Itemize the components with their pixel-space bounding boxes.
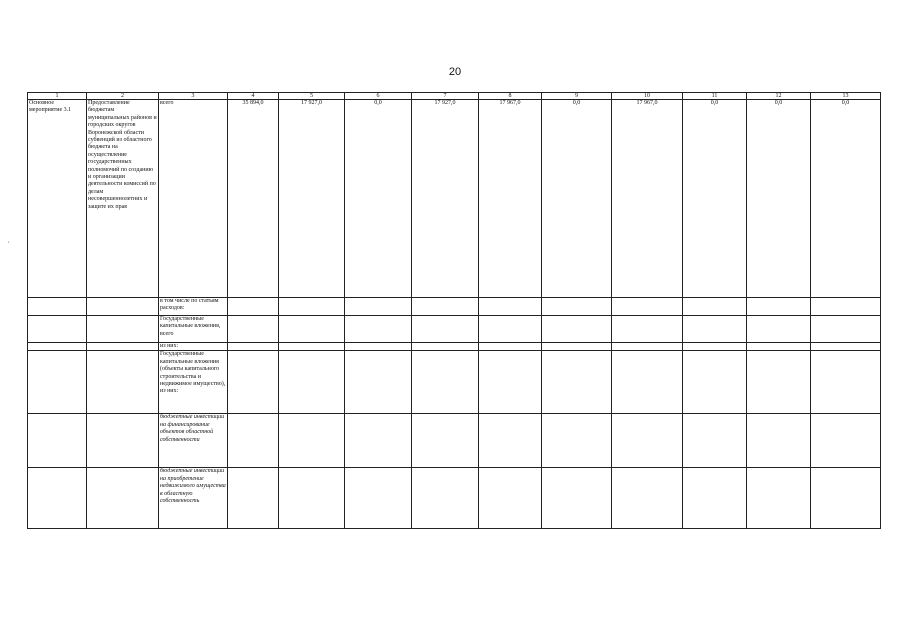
empty-cell <box>542 343 612 351</box>
empty-cell <box>542 351 612 414</box>
column-header: 7 <box>412 93 479 100</box>
empty-cell <box>683 316 747 343</box>
empty-cell <box>87 298 159 316</box>
table-row <box>28 100 881 298</box>
empty-cell <box>28 343 87 351</box>
empty-cell <box>811 468 881 529</box>
table-row <box>28 414 881 468</box>
table-row <box>28 351 881 414</box>
empty-cell <box>28 351 87 414</box>
empty-cell <box>479 468 542 529</box>
value-cell: 17 967,0 <box>479 100 542 298</box>
empty-cell <box>542 468 612 529</box>
value-cell: 0,0 <box>683 100 747 298</box>
column-header: 9 <box>542 93 612 100</box>
empty-cell <box>542 316 612 343</box>
empty-cell <box>811 343 881 351</box>
empty-cell <box>228 316 279 343</box>
empty-cell <box>683 343 747 351</box>
empty-cell <box>28 468 87 529</box>
column-header: 4 <box>228 93 279 100</box>
expense-type-cell: Государственные капитальные вложения, всего <box>159 316 228 343</box>
expense-type-cell: бюджетные инвестиции на финансирование объектов областной собственности <box>159 414 228 468</box>
value-cell: 0,0 <box>747 100 811 298</box>
empty-cell <box>412 316 479 343</box>
table-row <box>28 316 881 343</box>
empty-cell <box>811 298 881 316</box>
empty-cell <box>345 414 412 468</box>
empty-cell <box>612 414 683 468</box>
column-header: 12 <box>747 93 811 100</box>
empty-cell <box>479 414 542 468</box>
empty-cell <box>612 316 683 343</box>
column-header: 11 <box>683 93 747 100</box>
empty-cell <box>479 316 542 343</box>
empty-cell <box>87 351 159 414</box>
expense-type-cell: бюджетные инвестиции на приобретение недвижимого имущества в областную собственность <box>159 468 228 529</box>
column-header: 8 <box>479 93 542 100</box>
value-cell: 0,0 <box>811 100 881 298</box>
expense-type-cell: из них: <box>159 343 228 351</box>
empty-cell <box>612 351 683 414</box>
empty-cell <box>279 351 345 414</box>
empty-cell <box>279 414 345 468</box>
value-cell: 0,0 <box>542 100 612 298</box>
empty-cell <box>345 298 412 316</box>
empty-cell <box>87 343 159 351</box>
empty-cell <box>228 468 279 529</box>
column-header: 2 <box>87 93 159 100</box>
empty-cell <box>542 298 612 316</box>
empty-cell <box>345 468 412 529</box>
expense-type-cell: Государственные капитальные вложения (объекты капитального строительства и недвижимое имущество), из них: <box>159 351 228 414</box>
empty-cell <box>87 316 159 343</box>
page-number: 20 <box>448 66 462 78</box>
empty-cell <box>412 468 479 529</box>
empty-cell <box>345 343 412 351</box>
activity-code-cell: Основное мероприятие 3.1 <box>28 100 87 298</box>
empty-cell <box>279 316 345 343</box>
empty-cell <box>683 468 747 529</box>
column-header: 5 <box>279 93 345 100</box>
empty-cell <box>28 316 87 343</box>
column-header: 13 <box>811 93 881 100</box>
empty-cell <box>747 468 811 529</box>
column-header: 3 <box>159 93 228 100</box>
empty-cell <box>747 414 811 468</box>
empty-cell <box>412 343 479 351</box>
stray-mark: , <box>8 238 10 244</box>
empty-cell <box>279 468 345 529</box>
empty-cell <box>412 414 479 468</box>
empty-cell <box>87 468 159 529</box>
empty-cell <box>28 298 87 316</box>
empty-cell <box>279 343 345 351</box>
empty-cell <box>747 298 811 316</box>
empty-cell <box>228 298 279 316</box>
empty-cell <box>747 351 811 414</box>
empty-cell <box>612 298 683 316</box>
empty-cell <box>228 414 279 468</box>
expense-type-cell: всего <box>159 100 228 298</box>
empty-cell <box>479 298 542 316</box>
column-header: 10 <box>612 93 683 100</box>
empty-cell <box>811 351 881 414</box>
empty-cell <box>683 351 747 414</box>
empty-cell <box>412 298 479 316</box>
empty-cell <box>811 414 881 468</box>
empty-cell <box>479 343 542 351</box>
empty-cell <box>612 468 683 529</box>
activity-description-cell: Предоставление бюджетам муниципальных районов и городских округов Воронежской области субвенций из областного бюджета на осуществление государственных полномочий по созданию и организации деятельности комиссий по делам несовершеннолетних и защите их прав <box>87 100 159 298</box>
empty-cell <box>87 414 159 468</box>
empty-cell <box>412 351 479 414</box>
empty-cell <box>542 414 612 468</box>
empty-cell <box>228 351 279 414</box>
value-cell: 17 927,0 <box>412 100 479 298</box>
table-row <box>28 468 881 529</box>
expenditure-table <box>27 92 881 529</box>
value-cell: 17 967,0 <box>612 100 683 298</box>
empty-cell <box>228 343 279 351</box>
empty-cell <box>28 414 87 468</box>
empty-cell <box>279 298 345 316</box>
column-header: 1 <box>28 93 87 100</box>
empty-cell <box>811 316 881 343</box>
value-cell: 17 927,0 <box>279 100 345 298</box>
expense-type-cell: в том числе по статьям расходов: <box>159 298 228 316</box>
value-cell: 35 894,0 <box>228 100 279 298</box>
empty-cell <box>612 343 683 351</box>
column-header: 6 <box>345 93 412 100</box>
empty-cell <box>683 414 747 468</box>
empty-cell <box>747 316 811 343</box>
empty-cell <box>345 316 412 343</box>
value-cell: 0,0 <box>345 100 412 298</box>
column-number-row <box>28 93 881 100</box>
empty-cell <box>345 351 412 414</box>
empty-cell <box>479 351 542 414</box>
empty-cell <box>683 298 747 316</box>
table-row <box>28 343 881 351</box>
table-row <box>28 298 881 316</box>
empty-cell <box>747 343 811 351</box>
